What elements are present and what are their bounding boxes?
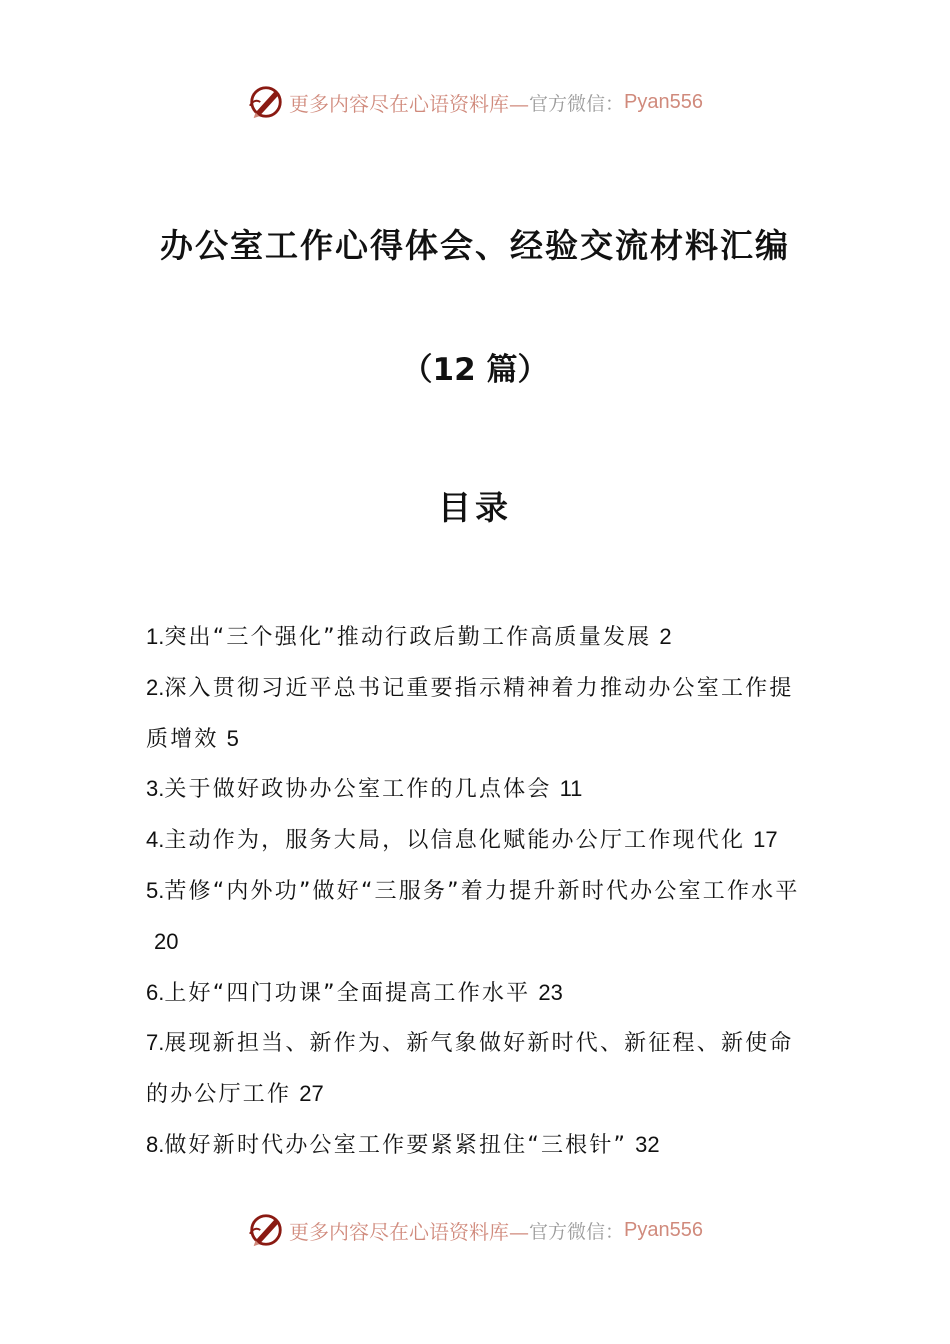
toc-entry-number: 5. bbox=[146, 877, 165, 903]
toc-entry-number: 8. bbox=[146, 1131, 165, 1157]
toc-entry[interactable] bbox=[146, 968, 810, 1019]
toc-entry-page: 17 bbox=[753, 827, 778, 853]
watermark-wechat-id: Pyan556 bbox=[624, 90, 703, 113]
toc-entry-page: 32 bbox=[635, 1131, 660, 1157]
table-of-contents bbox=[146, 612, 810, 1171]
watermark-wechat-label: 官方微信： bbox=[529, 92, 625, 115]
watermark-text: 更多内容尽在心语资料库— bbox=[289, 1219, 529, 1244]
toc-entry[interactable] bbox=[146, 764, 810, 815]
toc-heading: 目录 bbox=[438, 488, 512, 527]
pen-logo-icon bbox=[247, 83, 285, 121]
toc-entry-page: 5 bbox=[226, 725, 239, 751]
toc-entry-number: 3. bbox=[146, 776, 165, 802]
toc-entry-number: 6. bbox=[146, 979, 165, 1005]
toc-entry-page: 27 bbox=[299, 1081, 324, 1107]
toc-entry-number: 1. bbox=[146, 624, 165, 649]
toc-entry-title: 上好“四门功课”全面提高工作水平 bbox=[164, 980, 531, 1006]
toc-entry-title: 突出“三个强化”推动行政后勤工作高质量发展 bbox=[164, 625, 652, 650]
toc-entry[interactable] bbox=[146, 815, 810, 866]
toc-entry-title: 深入贯彻习近平总书记重要指示精神着力推动办公室工作提质增效 bbox=[146, 675, 794, 752]
toc-entry-title: 苦修“内外功”做好“三服务”着力提升新时代办公室工作水平 bbox=[164, 878, 800, 904]
toc-entry-number: 4. bbox=[146, 827, 165, 853]
toc-entry-title: 做好新时代办公室工作要紧紧扭住“三根针” bbox=[164, 1132, 628, 1158]
toc-entry-number: 7. bbox=[146, 1030, 165, 1056]
toc-entry-title: 关于做好政协办公室工作的几点体会 bbox=[164, 777, 552, 803]
toc-entry-page: 20 bbox=[154, 928, 179, 954]
toc-entry[interactable] bbox=[146, 1018, 810, 1120]
toc-entry-number: 2. bbox=[146, 674, 165, 700]
watermark-text: 更多内容尽在心语资料库— bbox=[289, 91, 529, 116]
header-watermark bbox=[0, 80, 950, 124]
toc-entry-page: 23 bbox=[538, 979, 563, 1005]
toc-entry-page: 11 bbox=[559, 776, 583, 802]
footer-watermark bbox=[0, 1208, 950, 1252]
toc-entry-title: 展现新担当、新作为、新气象做好新时代、新征程、新使命的办公厅工作 bbox=[146, 1031, 794, 1108]
document-title: 办公室工作心得体会、经验交流材料汇编 bbox=[160, 226, 790, 265]
toc-entry[interactable] bbox=[146, 1120, 810, 1171]
toc-entry[interactable] bbox=[146, 663, 810, 765]
document-subtitle: （12 篇） bbox=[401, 352, 549, 388]
watermark-wechat-label: 官方微信： bbox=[529, 1220, 625, 1243]
toc-entry[interactable] bbox=[146, 612, 810, 663]
watermark-wechat-id: Pyan556 bbox=[624, 1218, 703, 1241]
toc-entry-title: 主动作为，服务大局，以信息化赋能办公厅工作现代化 bbox=[164, 828, 746, 854]
toc-entry-page: 2 bbox=[659, 624, 672, 649]
toc-entry[interactable] bbox=[146, 866, 810, 968]
pen-logo-icon bbox=[247, 1211, 285, 1249]
